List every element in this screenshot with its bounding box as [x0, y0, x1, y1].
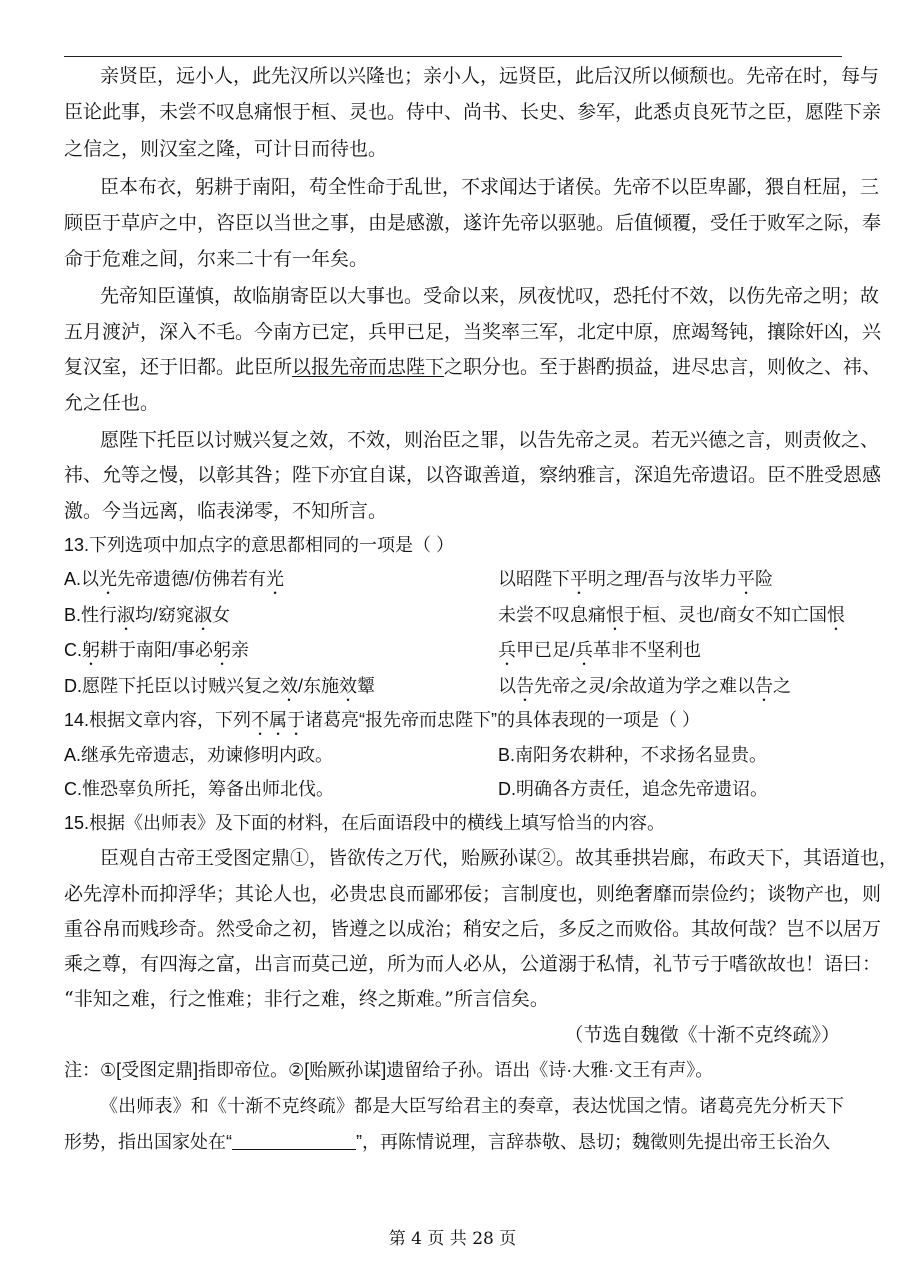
q14-option-a: A.继承先帝遗志，劝谏修明内政。 — [64, 745, 334, 765]
q14-options-row-2 — [64, 777, 844, 801]
answer-paragraph-line: 《出师表》和《十渐不克终疏》都是大臣写给君主的奏章，表达忧国之情。诸葛亮先分析天下 — [100, 1096, 844, 1116]
passage-line: 复汉室，还于旧都。此臣所以报先帝而忠陛下之职分也。至于斟酌损益，进尽忠言，则攸之、祎、 — [64, 356, 882, 378]
page-footer: 第 4 页 共 28 页 — [388, 1229, 517, 1249]
header-rule — [64, 56, 842, 57]
material-line: 臣观自古帝王受图定鼎①，皆欲传之万代，贻厥孙谋②。故其垂拱岩廊，布政天下，其语道也， — [100, 847, 899, 869]
underlined-phrase: 以报先帝而忠陛下 — [292, 356, 445, 378]
material-line: “非知之难，行之惟难；非行之难，终之斯难。”所言信矣。 — [64, 988, 549, 1010]
passage-line: 命于危难之间，尔来二十有一年矣。 — [64, 248, 369, 270]
material-line: 乘之尊，有四海之富，出言而莫己逆，所为而人必从，公道溺于私情，礼节亏于嗜欲故也！语曰： — [64, 953, 882, 975]
q13-option-c: C.躬耕于南阳/事必躬亲 兵甲已足/兵革非不坚利也 — [64, 640, 702, 660]
passage-line: 愿陛下托臣以讨贼兴复之效，不效，则治臣之罪，以告先帝之灵。若无兴德之言，则责攸之、 — [100, 429, 880, 451]
material-note: 注：①[受图定鼎]指即帝位。②[贻厥孙谋]遗留给子孙。语出《诗·大雅·文王有声》。 — [64, 1060, 714, 1080]
passage-line: 先帝知臣谨慎，故临崩寄臣以大事也。受命以来，夙夜忧叹，恐托付不效，以伤先帝之明；故 — [100, 285, 880, 307]
passage-line: 顾臣于草庐之中，咨臣以当世之事，由是感激，遂许先帝以驱驰。后值倾覆，受任于败军之际，奉 — [64, 212, 882, 234]
answer-paragraph-line: 形势，指出国家处在“ ”，再陈情说理，言辞恭敬、恳切；魏徵则先提出帝王长治久 — [64, 1132, 830, 1152]
fill-in-blank[interactable] — [232, 1131, 356, 1150]
passage-line: 祎、允等之慢，以彰其咎；陛下亦宜自谋，以咨诹善道，察纳雅言，深追先帝遗诏。臣不胜受恩感 — [64, 464, 882, 486]
q13-option-b: B.性行淑均/窈窕淑女 未尝不叹息痛恨于桓、灵也/商女不知亡国恨 — [64, 605, 845, 625]
q14-options-row-1 — [64, 743, 844, 767]
question-14-stem: 14.根据文章内容，下列不属于诸葛亮“报先帝而忠陛下”的具体表现的一项是（ ） — [64, 710, 701, 730]
passage-line: 之信之，则汉室之隆，可计日而待也。 — [64, 138, 388, 160]
q14-option-b: B.南阳务农耕种，不求扬名显贵。 — [498, 745, 768, 765]
passage-line: 允之任也。 — [64, 392, 160, 414]
passage-line: 五月渡泸，深入不毛。今南方已定，兵甲已足，当奖率三军，北定中原，庶竭驽钝，攘除奸凶，兴 — [64, 321, 882, 343]
q14-option-d: D.明确各方责任，追念先帝遗诏。 — [498, 779, 768, 799]
q13-option-a: A.以光先帝遗德/仿佛若有光 以昭陛下平明之理/吾与汝毕力平险 — [64, 569, 774, 589]
q13-option-d: D.愿陛下托臣以讨贼兴复之效/东施效颦 以告先帝之灵/余故道为学之难以告之 — [64, 676, 791, 696]
q14-option-c: C.惟恐辜负所托，筹备出师北伐。 — [64, 779, 334, 799]
passage-line: 激。今当远离，临表涕零，不知所言。 — [64, 500, 388, 522]
question-13-stem: 13.下列选项中加点字的意思都相同的一项是（ ） — [64, 535, 455, 555]
material-line: 必先淳朴而抑浮华；其论人也，必贵忠良而鄙邪佞；言制度也，则绝奢靡而崇俭约；谈物产也，则 — [64, 883, 882, 905]
question-15-stem: 15.根据《出师表》及下面的材料，在后面语段中的横线上填写恰当的内容。 — [64, 813, 666, 833]
material-source: （节选自魏徵《十渐不克终疏》） — [564, 1024, 840, 1046]
passage-line: 臣本布衣，躬耕于南阳，苟全性命于乱世，不求闻达于诸侯。先帝不以臣卑鄙，猥自枉屈，三 — [100, 176, 880, 198]
passage-line: 亲贤臣，远小人，此先汉所以兴隆也；亲小人，远贤臣，此后汉所以倾颓也。先帝在时，每与 — [100, 65, 880, 87]
material-line: 重谷帛而贱珍奇。然受命之初，皆遵之以成治；稍安之后，多反之而败俗。其故何哉？岂不以居万 — [64, 918, 882, 940]
passage-line: 臣论此事，未尝不叹息痛恨于桓、灵也。侍中、尚书、长史、参军，此悉贞良死节之臣，愿陛下亲 — [64, 101, 882, 123]
